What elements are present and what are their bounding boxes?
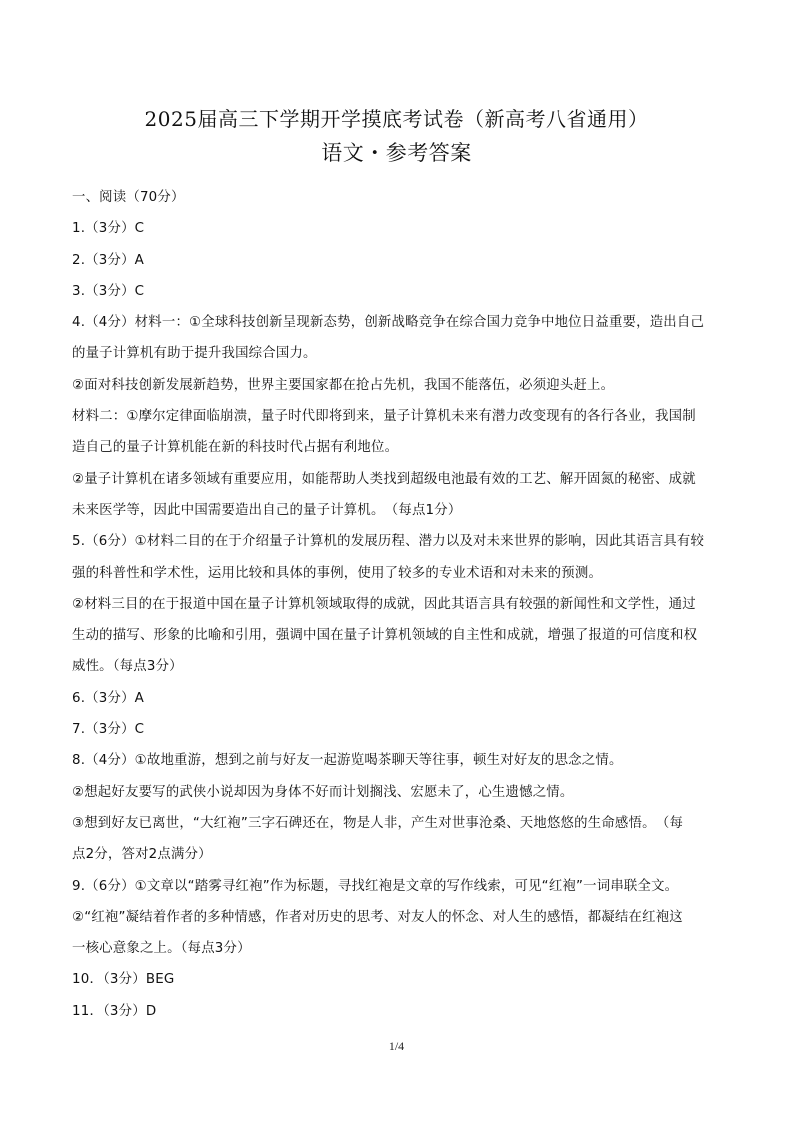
answer-line: 生动的描写、形象的比喻和引用，强调中国在量子计算机领域的自主性和成就，增强了报道的可信度和权 [72, 628, 698, 644]
answer-line: ②“红袍”凝结着作者的多种情感，作者对历史的思考、对友人的怀念、对人生的感悟，都凝结在红袍这 [72, 909, 683, 925]
answer-line: ③想到好友已离世，“大红袍”三字石碑还在，物是人非，产生对世事沧桑、天地悠悠的生命感悟。 （每 [72, 815, 684, 831]
answer-line: ②面对科技创新发展新趋势，世界主要国家都在抢占先机，我国不能落伍，必须迎头赶上。 [72, 377, 615, 393]
answer-line: 2.（3分）A [72, 252, 145, 268]
answer-line: 造自己的量子计算机能在新的科技时代占据有利地位。 [72, 440, 399, 456]
answer-line: ②量子计算机在诸多领域有重要应用，如能帮助人类找到超级电池最有效的工艺、解开固氮的秘密、成就 [72, 471, 696, 487]
answer-line: 的量子计算机有助于提升我国综合国力。 [72, 346, 317, 362]
answer-line: 材料二：①摩尔定律面临崩溃，量子时代即将到来，量子计算机未来有潜力改变现有的各行各业，我国制 [72, 409, 696, 425]
answer-line: 6.（3分）A [72, 690, 145, 706]
answer-line: 3.（3分）C [72, 283, 145, 299]
document-subtitle: 语文・参考答案 [321, 141, 472, 165]
answer-line: 一核心意象之上。（每点3分） [72, 941, 251, 957]
section-heading: 一、阅读（70分） [72, 190, 185, 205]
document-title: 2025届高三下学期开学摸底考试卷（新高考八省通用） [144, 107, 649, 131]
answer-line: ②想起好友要写的武侠小说却因为身体不好而计划搁浅、宏愿未了，心生遗憾之情。 [72, 784, 574, 800]
answer-line: 11．（3分）D [72, 1003, 157, 1019]
page-number: 1/4 [388, 1039, 405, 1053]
answer-line: 强的科普性和学术性，运用比较和具体的事例，使用了较多的专业术语和对未来的预测。 [72, 565, 603, 581]
answer-body [72, 189, 722, 1034]
answer-line: 未来医学等，因此中国需要造出自己的量子计算机。 （每点1分） [72, 502, 462, 518]
answer-line: 9.（6分）①文章以“踏雾寻红袍”作为标题，寻找红袍是文章的写作线索，可见“红袍”一词串联全文。 [72, 878, 679, 894]
answer-line: 1.（3分）C [72, 221, 145, 237]
answer-line: 威性。（每点3分） [72, 659, 183, 675]
answer-line: 点2分，答对2点满分） [72, 847, 212, 863]
answer-line: 5.（6分）①材料二目的在于介绍量子计算机的发展历程、潜力以及对未来世界的影响，因此其语言具有较 [72, 534, 705, 550]
answer-line: 8.（4分）①故地重游，想到之前与好友一起游览喝茶聊天等往事，顿生对好友的思念之情。 [72, 753, 623, 769]
answer-line: 4.（4分）材料一：①全球科技创新呈现新态势，创新战略竞争在综合国力竞争中地位日益重要，造出自己 [72, 315, 705, 331]
answer-line: 10．（3分）BEG [72, 972, 175, 988]
answer-line: ②材料三目的在于报道中国在量子计算机领域取得的成就，因此其语言具有较强的新闻性和文学性，通过 [72, 596, 696, 612]
answer-line: 7.（3分）C [72, 722, 145, 738]
